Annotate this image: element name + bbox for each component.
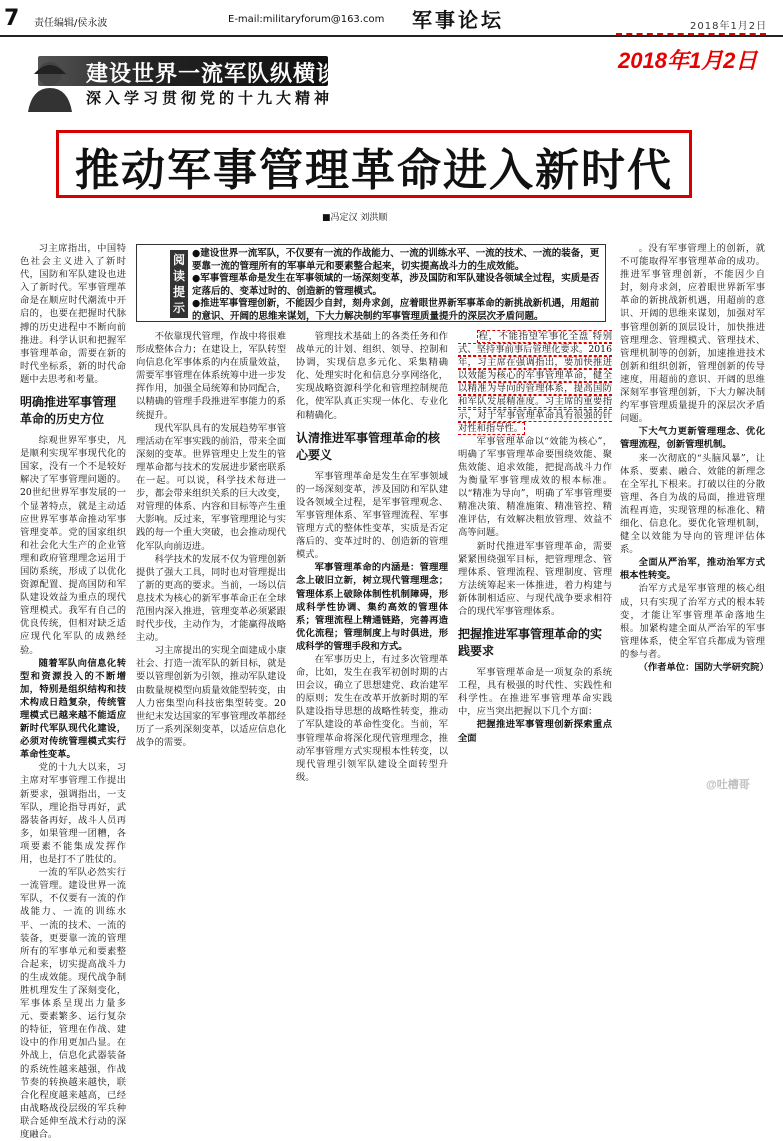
- highlighted-paragraph: [458, 330, 612, 435]
- paragraph: 管理技术基础上的各类任务和作战单元的计划、组织、领导、控制和协调，实现信息多元化、采集精确化、处理实时化和信息分享网络化，实现战略资源科学化和管理控制规范化，使军队真正实现一体化、专业化和精确化。: [296, 331, 448, 421]
- guide-point: ●军事管理革命是发生在军事领域的一场深刻变革，涉及国防和军队建设各领域全过程，实质是否定落后的、变革过时的、创造新的管理模式。: [192, 273, 600, 297]
- paragraph: 不依靠现代管理，作战中将很难形成整体合力；在建设上，军队转型向信息化军事体系的内在质量效益，需要军事管理在体系统筹中进一步发挥作用，加强全局统筹和协同配合，以精确的管理手段推进军事能力的系统提升。: [136, 331, 286, 421]
- paragraph: 党的十九大以来，习主席对军事管理工作提出新要求，强调指出，一支军队，理论指导再好，武器装备再好，战斗人员再多，如果管理一团糟，各项要素不能集成发挥作用，也是打不了胜仗的。: [20, 762, 126, 866]
- paragraph: 来一次彻底的“头脑风暴”，让体系、要素、融合、效能的新理念在全军扎下根来。打破以往的分散管理、各自为战的局面，推进管理流程再造，实现管理的标准化、精细化、信息化。要优化管理机制，健全以效能为导向的管理评估体系。: [620, 452, 765, 556]
- bold-paragraph: 军事管理革命的内涵是：管理理念上破旧立新，树立现代管理理念；管理体系上破除体制性机制障碍，形成科学性协调、集约高效的管理体系；管理流程上精通链路，完善再造优化流程；管理制度上与时俱进，形成科学的管理手段和方式。: [296, 562, 448, 652]
- bold-paragraph: 随着军队向信息化转型和资源投入的不断增加，特别是组织结构和技术构成日趋复杂，传统管理模式已越来越不能适应新时代军队现代化建设，必须对传统管理模式实行革命性变革。: [20, 657, 126, 761]
- paragraph: 综观世界军事史，凡是顺利实现军事现代化的国家，没有一个不是较好解决了军事管理问题的。20世纪世界军事发展的一个显著特点，就是主动适应世界军事革命推动军事管理变革。党的国家组织和社会化大生产的企业管理和政府管理理念运用于国防系统，形成了以优化资源配置、提高国防和军队建设效益为重点的现代管理模式。我军有自己的优良传统，但相对缺乏适应现代化军队的成熟经验。: [20, 435, 126, 656]
- article-headline: 推动军事管理革命进入新时代: [75, 145, 673, 196]
- paragraph: 习主席指出，中国特色社会主义进入了新时代，国防和军队建设也进入了新时代。军事管理革命是在顺应时代潮流中开启的，也要在把握时代脉搏的历史进程中不断向前推进。科学认识和把握军事管理革命，需要在新的时代坐标系，新的时代命题中去思考和考量。: [20, 243, 126, 385]
- paragraph: 军事管理革命以“效能为核心”，明确了军事管理革命要围绕效能、聚焦效能、追求效能，把提高战斗力作为衡量军事管理成效的根本标准。以“精准为导向”，明确了军事管理要精准决策、精准施策、精准管控、精准评估，有效解决粗放管理、效益不高等问题。: [458, 435, 612, 539]
- page-header: [0, 0, 783, 36]
- article-column-5: [620, 242, 769, 797]
- section-heading: 明确推进军事管理革命的历史方位: [20, 395, 117, 427]
- bold-paragraph: 全面从严治军，推动治军方式根本性转变。: [620, 557, 765, 582]
- header-email: E-mail:militaryforum@163.com: [228, 14, 385, 25]
- author-note: （作者单位：国防大学研究院）: [638, 662, 769, 673]
- paragraph: 科学技术的发展不仅为管理创新提供了强大工具，同时也对管理提出了新的更高的要求。当前，一场以信息技术为核心的新军事革命正在全球范围内深入推进，管理变革必须紧跟时代步伐，主动作为，才能赢得战略主动。: [136, 553, 286, 644]
- byline: ■冯定汉 刘洪顺: [322, 213, 388, 223]
- article-column-2: [136, 330, 286, 797]
- section-title: 军事论坛: [412, 8, 504, 32]
- paragraph: 习主席提出的实现全面建成小康社会、打造一流军队的新目标，就是要以管理创新为引领，推动军队建设由数量规模型向质量效能型转变，由人力密集型向科技密集型转变。20世纪末发达国家的军事管理改革都经历了一系列深刻变革，以适应信息化战争的需要。: [136, 645, 286, 748]
- date-highlight-underline: [616, 33, 766, 37]
- article-column-4: [458, 330, 612, 797]
- red-highlight: 程，不能指望军事化全盘 特别式、坚持事前事后管理化要求。2016年，习主席在强调指出，要加快推进以效能为核心的军事管理革命，健全以精准为导向的管理体系，提高国防和军队发展精准度。习主席的重要指示，对于军事管理革命具有很强的针对性和指导性。: [458, 331, 612, 434]
- section-heading: 把握推进军事管理革命的实践要求: [458, 627, 603, 659]
- paragraph: 一流的军队必然实行一流管理。建设世界一流军队，不仅要有一流的作战能力、一流的训练水平、一流的技术、一流的装备，更要靠一流的管理所有的军事单元和要素整合起来，切实提高战斗力的生成效能。现代战争制胜机理发生了深刻变化，军事体系呈现出力量多元、要素繁多、运行复杂的特征，管理在作战、建设中的作用更加凸显。在外战上，信息化武器装备的系统性越来越强，作战节奏的转换越来越快，联合化程度越来越高，已经由战略战役层级的军兵种联合延伸至战术行动的深度融合。: [20, 867, 126, 1140]
- soldier-icon: [20, 52, 80, 112]
- section-heading: 认清推进军事管理革命的核心要义: [296, 430, 441, 462]
- banner-title: 建设世界一流军队纵横谈: [86, 61, 340, 87]
- editor-credit: 责任编辑/侯永波: [34, 18, 108, 29]
- header-date: 2018年1月2日: [690, 21, 768, 32]
- reading-guide-text: [192, 248, 600, 323]
- bold-paragraph: 下大气力更新管理理念、优化管理流程，创新管理机制。: [620, 426, 765, 451]
- date-annotation: 2018年1月2日: [618, 48, 758, 73]
- guide-point: ●建设世界一流军队，不仅要有一流的作战能力、一流的训练水平、一流的技术、一流的装备，更要靠一流的管理所有的军事单元和要素整合起来，切实提高战斗力的生成效能。: [192, 248, 600, 272]
- bold-paragraph: 把握推进军事管理创新探索重点全面: [458, 719, 612, 744]
- article-column-1: [20, 242, 126, 1140]
- paragraph: 治军方式是军事管理的核心组成，只有实现了治军方式的根本转变，才能让军事管理革命落地生根。加紧构建全面从严治军的军事管理体系，使全军官兵都成为管理的参与者。: [620, 583, 765, 660]
- page-number: 7: [4, 6, 20, 31]
- paragraph: 军事管理革命是发生在军事领域的一场深刻变革，涉及国防和军队建设各领域全过程，是军事管理观念、军事管理体系、军事管理流程、军事管理方式的整体性变革，实质是否定落后的、变革过时的、创造新的管理模式。: [296, 470, 448, 561]
- article-column-3: [296, 330, 448, 797]
- watermark: @吐槽哥: [706, 779, 750, 791]
- banner-subtitle: 深入学习贯彻党的十九大精神: [86, 89, 334, 107]
- paragraph: 。没有军事管理上的创新，就不可能取得军事管理革命的成功。推进军事管理创新，不能因少自封，刻舟求剑，应着眼世界新军事革命的新挑战新机遇，用超前的意识、开阔的思维来谋划，加强对军事管理创新的顶层设计，加快推进管理理念、管理模式、管理技术、管理机制等的创新，加速推进技术创新和组织创新，管理创新的传导速度，用超前的意识、开阔的思维深刻军事管理创新，下大力解决制约军事管理质量提升的深层次矛盾问题。: [620, 243, 765, 425]
- reading-guide-label: 阅读提示: [170, 250, 188, 318]
- guide-point: ●推进军事管理创新，不能因少自封，刻舟求剑，应着眼世界新军事革命的新挑战新机遇，用超前的意识、开阔的思维来谋划，下大力解决制约军事管理质量提升的深层次矛盾问题。: [192, 298, 600, 322]
- paragraph: 新时代推进军事管理革命，需要紧紧围绕强军目标，把管理理念、管理体系、管理流程、管理制度、管理方法统筹起来一体推进，着力构建与新体制相适应、与现代战争要求相符合的现代军事管理体系。: [458, 540, 612, 617]
- paragraph: 在军事历史上，有过多次管理革命，比如，发生在我军初创时期的古田会议，确立了思想建党、政治建军的原则；发生在改革开放新时期的军队建设指导思想的战略性转变，推动了军队建设的革命性变化。当前，军事管理革命将深化现代管理理念，推动军事管理方式实现根本性转变，以现代管理引领军队建设全面转型升级。: [296, 653, 448, 783]
- paragraph: 现代军队具有的发展趋势军事管理活动在军事实践的前沿，带来全面深刻的变革。世界管理史上发生的管理革命都与技术的发展进步紧密联系在一起。可以说，科学技术每进一步，都会带来组织关系的巨大改变，对管理的体系、内容和目标等产生重大影响。反过来，军事管理理论与实践的每一个重大突破，也会推动现代化军队向前迈进。: [136, 422, 286, 552]
- paragraph: 军事管理革命是一项复杂的系统工程，具有极强的时代性、实践性和科学性。在推进军事管理革命实践中，应当突出把握以下几个方面：: [458, 667, 612, 718]
